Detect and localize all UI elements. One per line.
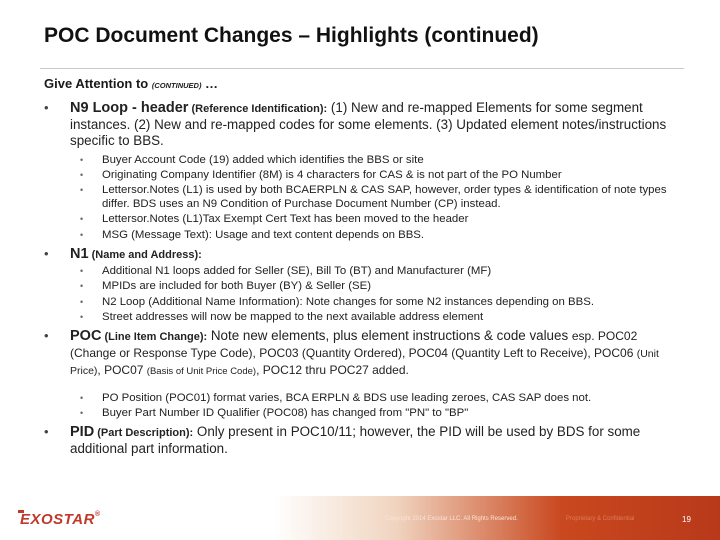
copyright-text: Copyright 2014 Exostar LLC. All Rights Reserved.	[385, 516, 518, 522]
sub-bullet-text: Buyer Account Code (19) added which identifies the BBS or site	[102, 154, 424, 166]
sub-bullet-dot-icon: •	[80, 266, 84, 276]
logo-text: EXOSTAR	[20, 511, 95, 528]
bullet-paren: (Name and Address):	[88, 249, 202, 261]
sub-bullet-dot-icon: •	[80, 170, 84, 180]
subheading-continued: (CONTINUED)	[151, 81, 202, 90]
sub-bullet-text: MPIDs are included for both Buyer (BY) & Seller (SE)	[102, 280, 372, 292]
sub-bullet-dot-icon: •	[80, 393, 84, 403]
bullet-text-detail: esp. POC02 (Change or Response Type Code), POC03 (Quantity Ordered), POC04 (Quantity Left to Receive), POC06	[70, 329, 638, 360]
bullet-lead: POC	[70, 328, 102, 344]
bullet-dot-icon: •	[44, 328, 49, 343]
sub-bullet-text: Lettersor.Notes (L1)Tax Exempt Cert Text has been moved to the header	[102, 213, 469, 225]
subheading-main: Give Attention to	[44, 76, 152, 91]
bullet-text-detail: , POC12 thru POC27 added.	[256, 363, 409, 377]
bullet-text-small: (Basis of Unit Price Code)	[146, 366, 257, 377]
sub-bullet-text: Lettersor.Notes (L1) is used by both BCAERPLN & CAS SAP, however, order types & identification of note types differ. BDS uses an N9 Condition of Purchase Document Number (CP) instead.	[102, 184, 667, 211]
page-number: 19	[682, 515, 691, 524]
bullet-text-detail: , POC07	[97, 363, 147, 377]
footer-bar	[0, 496, 720, 540]
sub-bullet-dot-icon: •	[80, 297, 84, 307]
sub-bullet-dot-icon: •	[80, 155, 84, 165]
subheading-ellipsis: …	[201, 76, 219, 91]
bullet-dot-icon: •	[44, 246, 49, 261]
bullet-dot-icon: •	[44, 100, 49, 115]
subheading	[44, 76, 218, 91]
sub-bullet-text: MSG (Message Text): Usage and text content depends on BBS.	[102, 229, 425, 241]
bullet-text-small: (Unit Price)	[70, 348, 659, 377]
bullet-text: (1) New and re-mapped Elements for some segment instances. (2) New and re-mapped codes for some elements. (3) Updated element notes/instructions specific to BBS.	[70, 100, 667, 148]
sub-bullet-text: Buyer Part Number ID Qualifier (POC08) has changed from "PN" to "BP"	[102, 407, 469, 419]
bullet-paren: (Part Description):	[94, 427, 194, 439]
sub-bullet-text: Additional N1 loops added for Seller (SE), Bill To (BT) and Manufacturer (MF)	[102, 265, 492, 277]
logo-registered-mark: ®	[94, 511, 101, 518]
sub-bullet-dot-icon: •	[80, 214, 84, 224]
bullet-dot-icon: •	[44, 424, 49, 439]
sub-bullet-dot-icon: •	[80, 312, 84, 322]
bullet-paren: (Reference Identification):	[188, 103, 328, 115]
sub-bullet-text: N2 Loop (Additional Name Information): Note changes for some N2 instances depending on BBS.	[102, 296, 594, 308]
slide-title: POC Document Changes – Highlights (continued)	[44, 24, 539, 47]
sub-bullet-dot-icon: •	[80, 408, 84, 418]
sub-bullet-text: PO Position (POC01) format varies, BCA ERPLN & BDS use leading zeroes, CAS SAP does not.	[102, 392, 592, 404]
bullet-lead: N9 Loop - header	[70, 100, 189, 116]
proprietary-text: Proprietary & Confidential	[566, 516, 635, 522]
sub-bullet-text: Originating Company Identifier (8M) is 4 characters for CAS & is not part of the PO Number	[102, 169, 562, 181]
bullet-lead: PID	[70, 424, 95, 440]
bullet-paren: (Line Item Change):	[101, 331, 208, 343]
sub-bullet-dot-icon: •	[80, 281, 84, 291]
sub-bullet-dot-icon: •	[80, 185, 84, 195]
title-divider	[40, 68, 684, 69]
sub-bullet-dot-icon: •	[80, 230, 84, 240]
bullet-text: Note new elements, plus element instructions & code values	[207, 328, 572, 343]
exostar-logo	[20, 511, 101, 528]
bullet-lead: N1	[70, 246, 89, 262]
bullet-text: Only present in POC10/11; however, the PID will be used by BDS for some additional part information.	[70, 424, 641, 456]
sub-bullet-text: Street addresses will now be mapped to the next available address element	[102, 311, 484, 323]
